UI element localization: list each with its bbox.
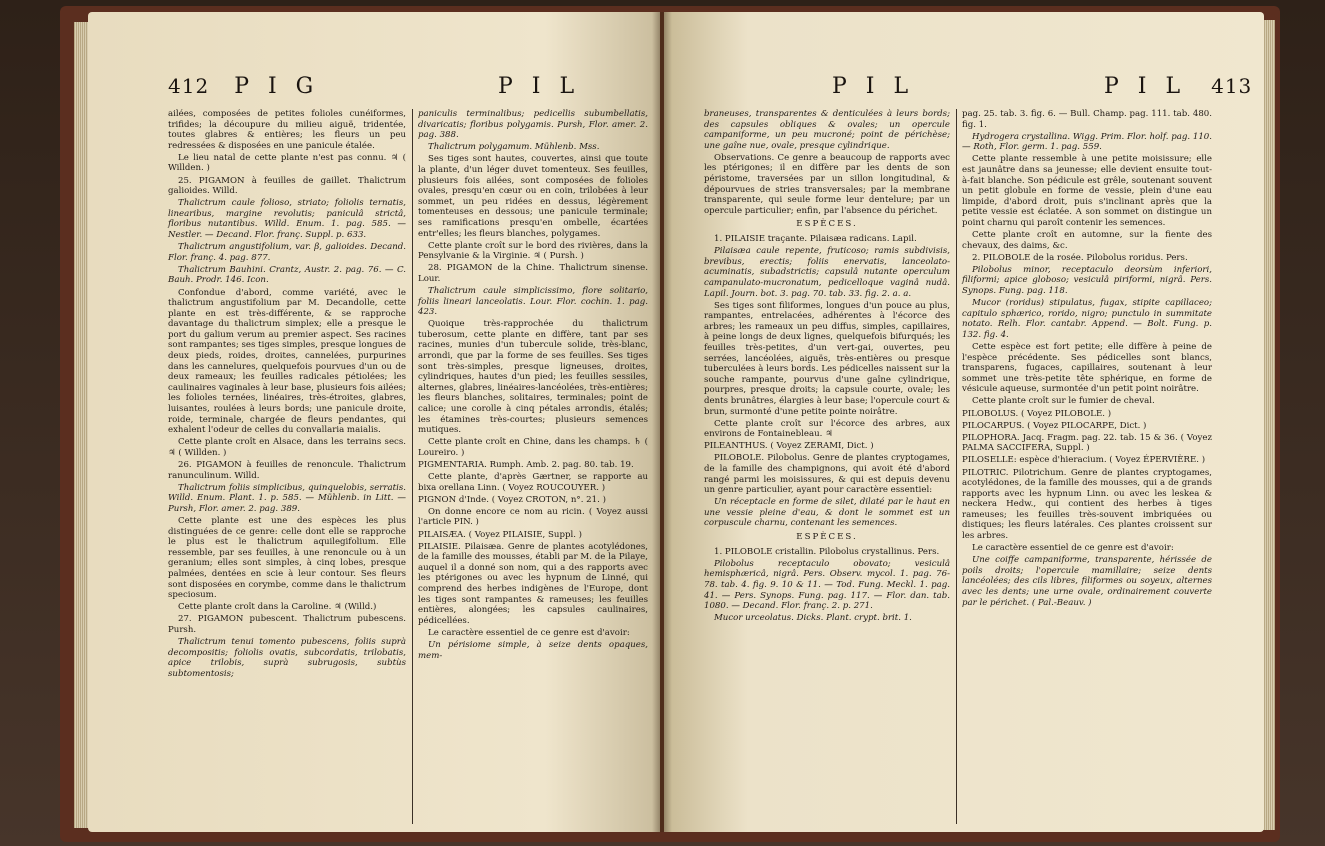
synonym: Mucor urceolatus. Dicks. Plant. crypt. brit. 1. xyxy=(714,613,912,624)
paragraph: Cette plante croît dans la Caroline. ♃ (Willd.) xyxy=(178,602,377,613)
paragraph: Le lieu natal de cette plante n'est pas connu. ♃ ( Willden. ) xyxy=(168,152,406,174)
latin-description: Pilobolus receptaculo obovato; vesiculâ hemisphæricâ, nigrâ. Pers. Observ. mycol. 1. pag. 76-78. tab. 4. fig. 9. 10 & 11. — Tod. Fung. Meckl. 1. pag. 41. — Pers. Synops. Fung. pag. 117. — Flor. dan. tab. 1080. — Decand. Flor. franç. 2. p. 271. xyxy=(704,558,950,612)
paragraph: Cette plante croît sur l'écorce des arbres, aux environs de Fontainebleau. ♃ xyxy=(704,418,950,440)
entry-heading: PILOPHORA. Jacq. Fragm. pag. 22. tab. 15 & 36. ( Voyez PALMA SACCIFERA, Suppl. ) xyxy=(962,432,1212,454)
right-header-left: P I L xyxy=(832,74,915,99)
definition: Un réceptacle en forme de silet, dilaté par le haut en une vessie pleine d'eau, & dont le sommet est un corpuscule charnu, contenant les semences. xyxy=(704,497,950,529)
paragraph: Cette espèce est fort petite; elle diffère à peine de l'espèce précédente. Ses pédicelles sont blancs, transparens, fugaces, capillaires, soutenant à leur sommet une très-petite tête sphérique, en forme de vésicule aqueuse, surmontée d'un petit point noirâtre. xyxy=(962,341,1212,395)
latin-description: Thalictrum caule folioso, striato; foliolis ternatis, linearibus, margine revolutis; paniculâ strictâ, floribus nutantibus. Willd. Enum. 1. pag. 585. — Nestler. — Decand. Flor. franç. Suppl. p. 633. xyxy=(168,198,406,241)
right-column-2 xyxy=(962,109,1212,610)
latin-description: paniculis terminalibus; pedicellis subumbellatis, divaricatis; floribus polygamis. Pursh, Flor. amer. 2. pag. 388. xyxy=(418,109,648,141)
paragraph: Le caractère essentiel de ce genre est d'avoir: xyxy=(972,543,1174,554)
synonym: Thalictrum angustifolium, var. β, galioides. Decand. Flor. franç. 4. pag. 877. xyxy=(168,242,406,263)
right-column-1 xyxy=(704,109,950,625)
entry-heading: 25. PIGAMON à feuilles de gaillet. Thalictrum galioides. Willd. xyxy=(168,175,406,197)
paragraph: Quoique très-rapprochée du thalictrum tuberosum, cette plante en diffère, tant par ses racines, munies d'un tubercule solide, très-blanc, arrondi, que par la forme de ses feuilles. Ses tiges sont très-simples, presque ligneuses, droites, cylindriques, hautes d'un pied; les feuilles sessiles, alternes, glabres, linéaires-lancéolées, très-entières; les fleurs blanches, solitaires, terminales; point de calice; une corolle à cinq pétales arrondis, étalés; les étamines très-courtes; plusieurs semences mutiques. xyxy=(418,319,648,436)
entry-heading: 1. PILOBOLE cristallin. Pilobolus crystallinus. Pers. xyxy=(714,546,940,557)
entry-heading: 27. PIGAMON pubescent. Thalictrum pubescens. Pursh. xyxy=(168,614,406,635)
section-heading: ESPÈCES. xyxy=(796,532,858,543)
paragraph: Observations. Ce genre a beaucoup de rapports avec les ptérigones; il en diffère par les dents de son péristome, traversées par un sillon longitudinal, & dépourvues de stries transversales; par la membrane transparente, qui seule forme leur dentelure; par un opercule particulier; enfin, par l'absence du périchet. xyxy=(704,152,950,216)
paragraph: Cette plante croît en automne, sur la fiente des chevaux, des daims, &c. xyxy=(962,230,1212,251)
paragraph: Ses tiges sont hautes, couvertes, ainsi que toute la plante, d'un léger duvet tomenteux. Ses feuilles, plusieurs fois ailées, sont composées de folioles ovales, presqu'en cœur ou en coin, trilobées à leur sommet, un peu ridées en dessus, légèrement tomenteuses en dessous; une panicule terminale; ses ramifications presqu'en ombelle, écartées entr'elles; les fleurs blanches, polygames. xyxy=(418,154,648,239)
entry-heading: PILOCARPUS. ( Voyez PILOCARPE, Dict. ) xyxy=(962,420,1147,431)
entry-heading: PIGNON d'Inde. ( Voyez CROTON, n°. 21. ) xyxy=(418,494,606,505)
entry-heading: PILOTRIC. Pilotrichum. Genre de plantes cryptogames, acotylédones, de la famille des mousses, qui a de grands rapports avec les hypnum Linn. ou avec les leskea & neckera Hedw., qui contient des herbes à tiges rameuses; les feuilles très-souvent imbriquées ou distiques; les fleurs latérales. Ces plantes croissent sur les arbres. xyxy=(962,467,1212,542)
left-header-left: P I G xyxy=(234,74,320,99)
latin-description: braneuses, transparentes & denticulées à leurs bords; des capsules obliques & ovales; un opercule campaniforme, un peu mucroné; point de périchèse; une gaîne nue, ovale, presque cylindrique. xyxy=(704,109,950,151)
synonym: Thalictrum polygamum. Mühlenb. Mss. xyxy=(428,142,600,153)
latin-description: Un périsiome simple, à seize dents opaques, mem- xyxy=(418,640,648,661)
latin-description: Thalictrum tenui tomento pubescens, foliis suprà decompositis; foliolis ovatis, subcordatis, trilobatis, apice trilobis, suprà subrugosis, subtùs subtomentosis; xyxy=(168,637,406,679)
left-page-number: 412 xyxy=(168,74,210,98)
paragraph: Ses tiges sont filiformes, longues d'un pouce au plus, rampantes, entrelacées, adhérentes à l'écorce des arbres; les rameaux un peu diffus, simples, capillaires, à peine longs de deux lignes, quelquefois bifurqués; les feuilles très-petites, d'un vert-gai, ouvertes, peu serrées, lancéolées, aiguës, très-entières ou presque tuberculées à leurs bords. Les pédicelles naissent sur la souche rampante, pourvus d'une gaîne cylindrique, pourpres, presque droits; la capsule courte, ovale; les dents brunâtres, élargies à leur base; l'opercule court & brun, surmonté d'une petite pointe noirâtre. xyxy=(704,300,950,417)
paragraph: pag. 25. tab. 3. fig. 6. — Bull. Champ. pag. 111. tab. 480. fig. 1. xyxy=(962,109,1212,130)
left-header-right: P I L xyxy=(498,74,581,99)
right-page-header xyxy=(1104,74,1252,100)
paragraph: Confondue d'abord, comme variété, avec le thalictrum angustifolium par M. Decandolle, cette plante en est très-différente, & se rapproche davantage du thalictrum simplex; elle a presque le port du galium verum au premier aspect. Ses racines sont rampantes; ses tiges simples, presque longues de deux pieds, roides, droites, cannelées, purpurines dans les cannelures, quelquefois pourvues d'un ou de deux rameaux; les feuilles radicales pétiolées; les caulinaires vaginales à leur base, plusieurs fois ailées; les folioles ternées, linéaires, très-étroites, glabres, luisantes, roulées à leurs bords; une panicule droite, roide, terminale, chargée de fleurs pendantes, qui exhalent l'odeur de celles du convallaria maialis. xyxy=(168,287,406,436)
latin-description: Pilaisæa caule repente, fruticoso; ramis subdivisis, brevibus, erectis; foliis enervatis, lanceolato-acuminatis, subadstrictis; capsulâ nutante operculum campanulato-mucronatum, pedicelloque vaginâ nudâ. Lapil. Journ. bot. 3. pag. 70. tab. 33. fig. 2. a. a. xyxy=(704,246,950,299)
paragraph: Cette plante ressemble à une petite moisissure; elle est jaunâtre dans sa jeunesse; elle devient ensuite tout-à-fait blanche. Son pédicule est grêle, soutenant souvent un petit globule en forme de vessie, plein d'une eau limpide, d'abord droit, puis s'inclinant après que la petite vessie est éclatée. A son sommet on distingue un point charnu qui paroît contenir les semences. xyxy=(962,154,1212,228)
entry-heading: PILEANTHUS. ( Voyez ZERAMI, Dict. ) xyxy=(704,441,874,452)
right-page-edges xyxy=(1263,20,1275,830)
entry-heading: PILAISÆA. ( Voyez PILAISIE, Suppl. ) xyxy=(418,529,583,540)
synonym: Mucor (roridus) stipulatus, fugax, stipite capillaceo; capitulo sphærico, rorido, nigro; punctulo in summitate notato. Relh. Flor. cantabr. Append. — Bolt. Fung. p. 132. fig. 4. xyxy=(962,298,1212,340)
definition: Une coiffe campaniforme, transparente, hérissée de poils droits; l'opercule mamillaire; seize dents lancéolées; des cils libres, filiformes ou soyeux, alternes avec les dents; une urne ovale, ordinairement couverte par le périchet. ( Pal.-Beauv. ) xyxy=(962,555,1212,608)
paragraph: Cette plante est une des espèces les plus distinguées de ce genre: celle dont elle se rapproche le plus est le thalictrum aquilegifolium. Elle ressemble, par ses feuilles, à une renoncule ou à un geranium; elles sont simples, à cinq lobes, presque palmées, dentées en scie à leur contour. Ses fleurs sont disposées en corymbe, comme dans le thalictrum speciosum. xyxy=(168,515,406,601)
entry-heading: 28. PIGAMON de la Chine. Thalictrum sinense. Lour. xyxy=(418,263,648,284)
entry-heading: 26. PIGAMON à feuilles de renoncule. Thalictrum ranunculinum. Willd. xyxy=(168,460,406,481)
entry-heading: PILOBOLUS. ( Voyez PILOBOLE. ) xyxy=(962,408,1112,419)
latin-description: Thalictrum foliis simplicibus, quinquelobis, serratis. Willd. Enum. Plant. 1. p. 585. — Mühlenb. in Litt. — Pursh, Flor. amer. 2. pag. 389. xyxy=(168,482,406,514)
left-column-1 xyxy=(168,109,406,681)
entry-heading: 2. PILOBOLE de la rosée. Pilobolus roridus. Pers. xyxy=(972,252,1188,263)
paragraph: Cette plante croît en Chine, dans les champs. ♄ ( Loureiro. ) xyxy=(418,437,648,458)
paragraph: Cette plante, d'après Gærtner, se rapporte au bixa orellana Linn. ( Voyez ROUCOUYER. ) xyxy=(418,472,648,493)
paragraph: Cette plante croît sur le bord des rivières, dans la Pensylvanie & la Virginie. ♃ ( Pursh. ) xyxy=(418,240,648,262)
paragraph: Cette plante croît sur le fumier de cheval. xyxy=(972,396,1155,407)
left-page xyxy=(88,12,660,832)
entry-heading: PILAISIE. Pilaisæa. Genre de plantes acotylédones, de la famille des mousses, établi par M. de la Pilaye, auquel il a donné son nom, qui a des rapports avec les ptérigones ou avec les hypnum de Linné, qui comprend des herbes indigènes de l'Europe, dont les tiges sont rampantes & rameuses; les feuilles entières, alongées; les capsules caulinaires, pédicellées. xyxy=(418,541,648,626)
synonym: Thalictrum Bauhini. Crantz, Austr. 2. pag. 76. — C. Bauh. Prodr. 146. Icon. xyxy=(168,264,406,286)
right-page-number: 413 xyxy=(1211,74,1253,98)
paragraph: Cette plante croît en Alsace, dans les terrains secs. ♃ ( Willden. ) xyxy=(168,437,406,458)
latin-description: Pilobolus minor, receptaculo deorsùm inferiori, filiformi; apice globoso; vesiculâ piriformi, nigrâ. Pers. Synops. Fung. pag. 118. xyxy=(962,264,1212,296)
right-header-right: P I L xyxy=(1104,74,1187,99)
column-rule xyxy=(412,109,413,824)
paragraph: ailées, composées de petites folioles cunéiformes, trifides; la découpure du milieu aiguë, tridentée, toutes glabres & entières; les fleurs un peu redressées & disposées en une panicule étalée. xyxy=(168,109,406,151)
entry-heading: 1. PILAISIE traçante. Pilaisæa radicans. Lapil. xyxy=(714,234,917,245)
column-rule xyxy=(956,109,957,824)
left-page-header xyxy=(168,74,319,100)
entry-heading: PIGMENTARIA. Rumph. Amb. 2. pag. 80. tab. 19. xyxy=(418,460,634,470)
book-gutter xyxy=(652,12,672,832)
synonym: Hydrogera crystallina. Wigg. Prim. Flor. holf. pag. 110. — Roth, Flor. germ. 1. pag. 559. xyxy=(962,131,1212,153)
section-heading: ESPÈCES. xyxy=(796,219,858,230)
paragraph: On donne encore ce nom au ricin. ( Voyez aussi l'article PIN. ) xyxy=(418,506,648,528)
entry-heading: PILOSELLE: espèce d'hieracium. ( Voyez ÉPERVIÈRE. ) xyxy=(962,455,1206,466)
latin-description: Thalictrum caule simplicissimo, flore solitario, foliis lineari lanceolatis. Lour. Flor. cochin. 1. pag. 423. xyxy=(418,286,648,318)
left-page-edges xyxy=(74,22,88,828)
paragraph: PILOBOLE. Pilobolus. Genre de plantes cryptogames, de la famille des champignons, qui avoit été d'abord rangé parmi les moisissures, & qui est depuis devenu un genre particulier, ayant pour caractère essentiel: xyxy=(704,453,950,496)
right-page xyxy=(664,12,1264,832)
paragraph: Le caractère essentiel de ce genre est d'avoir: xyxy=(428,627,630,638)
left-column-2 xyxy=(418,109,648,663)
